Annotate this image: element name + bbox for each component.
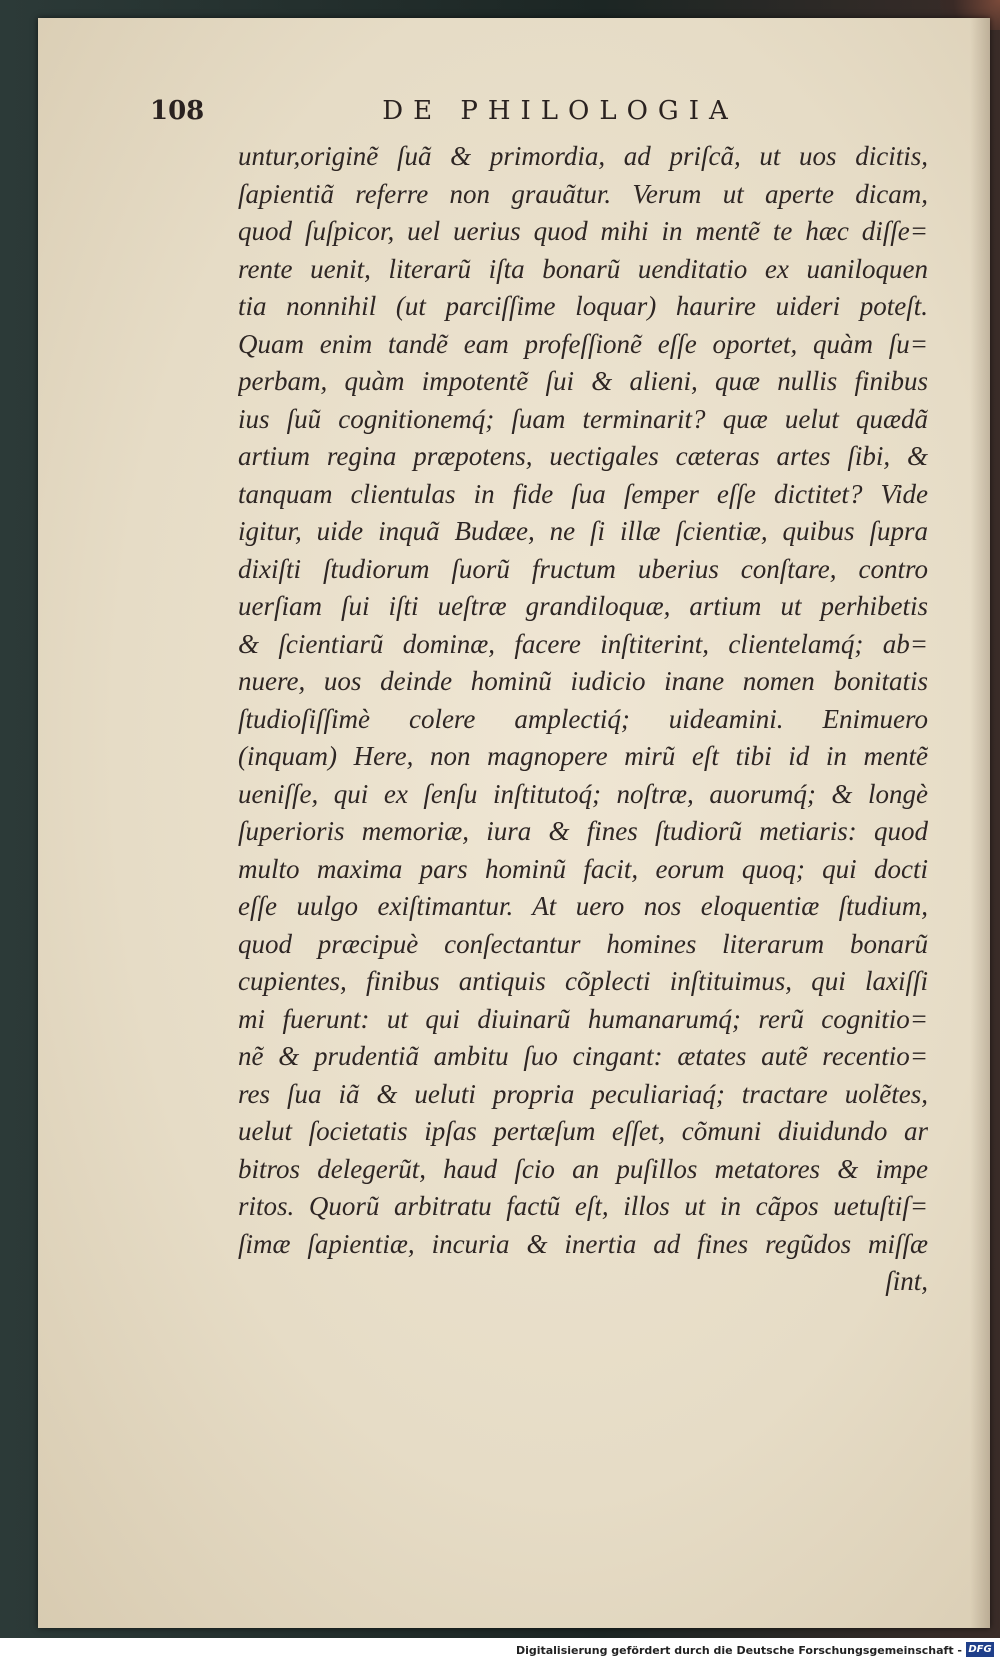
text-line: cupientes, finibus antiquis cõplecti inſtituimus, qui laxiſſi (238, 966, 928, 996)
text-line: ſapientiã referre non grauãtur. Verum ut aperte dicam, (238, 178, 928, 209)
text-line: nuere, uos deinde hominũ iudicio inane nomen bonitatis (238, 666, 928, 696)
text-line: nẽ & prudentiã ambitu ſuo cingant: ætates autẽ recentio= (238, 1041, 928, 1071)
running-head (150, 96, 910, 130)
body-text (238, 138, 928, 1301)
text-line: & ſcientiarũ dominæ, facere inſtiterint, clientelamq́; ab= (238, 628, 928, 659)
text-line: tanquam clientulas in fide ſua ſemper eſſe dictitet? Vide (238, 478, 928, 509)
page-number: 108 (150, 96, 205, 126)
text-line: (inquam) Here, non magnopere mirũ eſt tibi id in mentẽ (238, 741, 928, 771)
text-line: eſſe uulgo exiſtimantur. At uero nos eloquentiæ ſtudium, (238, 891, 928, 921)
text-line: untur,originẽ ſuã & primordia, ad priſcã, ut uos dicitis, (238, 141, 928, 171)
text-line: ſuperioris memoriæ, iura & fines ſtudiorũ metiaris: quod (238, 816, 928, 846)
text-line: multo maxima pars hominũ facit, eorum quoq; qui docti (238, 853, 928, 884)
text-line: igitur, uide inquã Budæe, ne ſi illæ ſcientiæ, quibus ſupra (238, 516, 928, 546)
text-line: ius ſuũ cognitionemq́; ſuam terminarit? quæ uelut quædã (238, 403, 928, 434)
text-line: Quam enim tandẽ eam profeſſionẽ eſſe oportet, quàm ſu= (238, 328, 928, 359)
text-line: uerſiam ſui iſti ueſtræ grandiloquæ, artium ut perhibetis (238, 591, 928, 621)
text-line: quod ſuſpicor, uel uerius quod mihi in mentẽ te hæc diſſe= (238, 216, 928, 246)
text-line: bitros delegerũt, haud ſcio an puſillos metatores & impe (238, 1153, 928, 1184)
footer-bar (0, 1638, 1000, 1660)
text-line: rente uenit, literarũ iſta bonarũ uenditatio ex uaniloquen (238, 253, 928, 284)
text-line: ueniſſe, qui ex ſenſu inſtitutoq́; noſtræ, auorumq́; & longè (238, 778, 928, 809)
text-line: dixiſti ſtudiorum ſuorũ fructum uberius conſtare, contro (238, 553, 928, 584)
text-line: artium regina præpotens, uectigales cæteras artes ſibi, & (238, 441, 928, 471)
text-line: mi fuerunt: ut qui diuinarũ humanarumq́; rerũ cognitio= (238, 1003, 928, 1034)
funding-credit: Digitalisierung gefördert durch die Deutsche Forschungsgemeinschaft - (515, 1644, 962, 1657)
text-line: quod præcipuè conſectantur homines literarum bonarũ (238, 928, 928, 959)
text-line: perbam, quàm impotentẽ ſui & alieni, quæ nullis finibus (238, 366, 928, 396)
page-title: DE PHILOLOGIA (382, 96, 738, 126)
text-line: ritos. Quorũ arbitratu factũ eſt, illos ut in cãpos uetuſtiſ= (238, 1191, 928, 1221)
text-line: tia nonnihil (ut parciſſime loquar) haurire uideri poteſt. (238, 291, 928, 321)
text-line: ſint, (885, 1266, 928, 1296)
text-line: ſimæ ſapientiæ, incuria & inertia ad fines regũdos miſſæ (238, 1228, 928, 1259)
dfg-logo: DFG (966, 1642, 994, 1657)
text-line: ſtudioſiſſimè colere amplectiq́; uideamini. Enimuero (238, 703, 928, 734)
text-line: uelut ſocietatis ipſas pertæſum eſſet, cõmuni diuidundo ar (238, 1116, 928, 1146)
text-line: res ſua iã & ueluti propria peculiariaq́; tractare uolẽtes, (238, 1078, 928, 1109)
